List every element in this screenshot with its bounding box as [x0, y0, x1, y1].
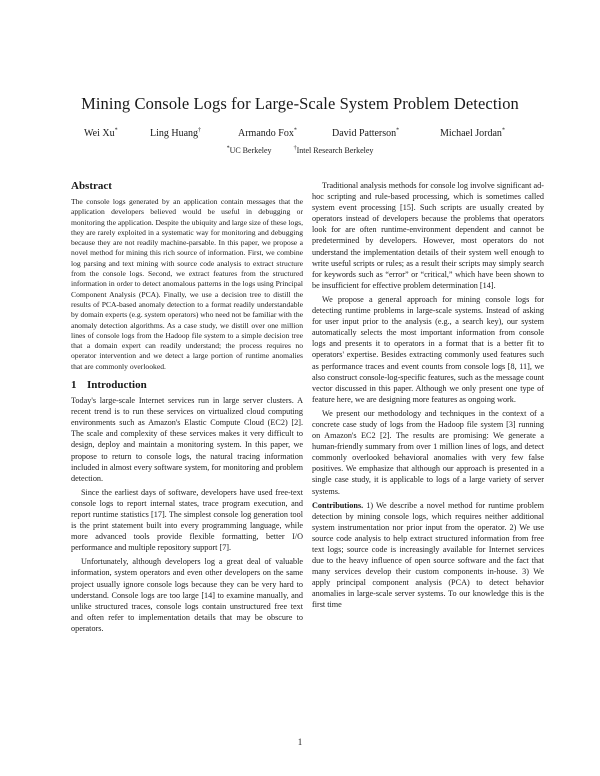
author-affiliation-mark: *: [293, 127, 297, 134]
section-heading-text: Introduction: [87, 379, 147, 392]
author-name: Wei Xu: [84, 128, 115, 139]
contributions-paragraph: [312, 500, 544, 611]
author-affiliation-mark: *: [114, 127, 118, 134]
intro-paragraph-2: Since the earliest days of software, developers have used free-text console logs to report internal states, trace program execution, and report runtime statistics [17]. The simplest console log generation tool is the print statement built into every programming language, while more advanced tools provide flexible formatting, better I/O performance and multiple repository support [7].: [71, 487, 303, 553]
author-affiliation-mark: *: [396, 127, 400, 134]
author-name: David Patterson: [332, 128, 397, 139]
author-affiliation-mark: *: [501, 127, 505, 134]
affiliation-name: UC Berkeley: [229, 146, 272, 155]
contributions-lead: Contributions.: [312, 500, 364, 510]
affiliation-list: [0, 146, 600, 155]
page-number: 1: [297, 737, 303, 747]
author-2: [150, 128, 201, 139]
section-heading-introduction: [71, 379, 303, 392]
author-list: [70, 128, 540, 142]
section-number: 1: [71, 379, 77, 392]
author-5: [440, 128, 505, 139]
author-name: Armando Fox: [238, 128, 294, 139]
right-paragraph-1: Traditional analysis methods for console log involve significant ad-hoc scripting and rule-based processing, which is sometimes called system event processing [15]. Such scripts are usually created by operators instead of developers because the problems that operators look for are often runtime-environment dependent and cannot be predetermined by developers. However, most operators do not understand the implementation details of their system well enough to write useful scripts or rules; as a result their scripts may simply search for keywords such as “error” or “critical,” which have been shown to be insufficient for effective problem determination [14].: [312, 181, 544, 290]
left-column: [71, 180, 303, 637]
affiliation-2: [294, 146, 374, 155]
right-column: [312, 180, 544, 614]
author-3: [238, 128, 297, 139]
intro-paragraph-3: Unfortunately, although developers log a great deal of valuable information, system operators and even other developers on the same project usually ignore console logs because they can be very hard to understand. Console logs are too large [14] to examine manually, and unlike structured traces, console logs contain unstructured free text and often refer to implementation details that may be obscure to operators.: [71, 557, 303, 633]
author-4: [332, 128, 399, 139]
author-name: Ling Huang: [150, 128, 199, 139]
affiliation-mark: †: [293, 145, 297, 152]
affiliation-name: Intel Research Berkeley: [296, 146, 374, 155]
intro-paragraph-1: Today's large-scale Internet services run in large server clusters. A recent trend is to run these services on virtualized cloud computing environments such as Amazon's Elastic Compute Cloud (EC2) [2]. The scale and complexity of these services makes it very difficult to design, deploy and maintain a monitoring system. In this paper, we propose to return to console logs, the natural tracing information included in almost every software system, for monitoring and problem detection.: [71, 396, 303, 483]
abstract-text: The console logs generated by an application contain messages that the application developers believed would be useful in debugging or monitoring the application. Despite the ubiquity and large size of these logs, they are rarely exploited in a systematic way for monitoring and debugging because they are not readily machine-parsable. In this paper, we propose a novel method for mining this rich source of information. First, we combine log parsing and text mining with source code analysis to extract structure from the console logs. Second, we extract features from the structured information in order to detect anomalous patterns in the logs using Principal Component Analysis (PCA). Finally, we use a decision tree to distill the results of PCA-based anomaly detection to a format readily understandable by domain experts (e.g. system operators) who need not be familiar with the anomaly detection algorithms. As a case study, we distill over one million lines of console logs from the Hadoop file system to a simple decision tree that a domain expert can readily understand; the process requires no operator intervention and we detect a large portion of runtime anomalies that are commonly overlooked.: [71, 197, 303, 371]
right-paragraph-3: We present our methodology and techniques in the context of a concrete case study of logs from the Hadoop file system [3] running on Amazon's EC2 [2]. The results are promising: We generate a human-friendly summary from over 1 million lines of logs, and detect commonly overlooked behavioral anomalies with very few false positives. We emphasize that although our approach is presented in a single case study, it is applicable to logs of a large variety of server systems.: [312, 408, 544, 496]
contributions-text: 1) We describe a novel method for runtime problem detection by mining console logs, which requires neither additional system instrumentation nor prior input from the operator. 2) We use source code analysis to help extract structured information from free text logs; source code is increasingly available for Internet services due to the heavy influence of open source software and the fact that many services develop their custom components in-house. 3) We apply principal component analysis (PCA) to detect behavior anomalies in large-scale server systems. To our knowledge this is the first time: [312, 500, 545, 610]
affiliation-mark: *: [226, 145, 230, 152]
author-name: Michael Jordan: [440, 128, 502, 139]
affiliation-1: [227, 146, 272, 155]
author-1: [84, 128, 118, 139]
abstract-heading: Abstract: [71, 180, 112, 192]
paper-title: Mining Console Logs for Large-Scale System Problem Detection: [81, 94, 519, 113]
author-affiliation-mark: †: [198, 127, 202, 134]
right-paragraph-2: We propose a general approach for mining console logs for detecting runtime problems in large-scale systems. Instead of asking for user input prior to the analysis (e.g., a search key), our system automatically selects the most important information from console logs and presents it to operators in a format that is a better fit to operators' expertise. Besides extracting commonly used features such as performance traces and event counts from console logs [8, 11], we also construct console-log-specific features, such as the message count vector discussed in this paper. Although we only present one type of feature here, we are designing more features as ongoing work.: [312, 294, 544, 404]
